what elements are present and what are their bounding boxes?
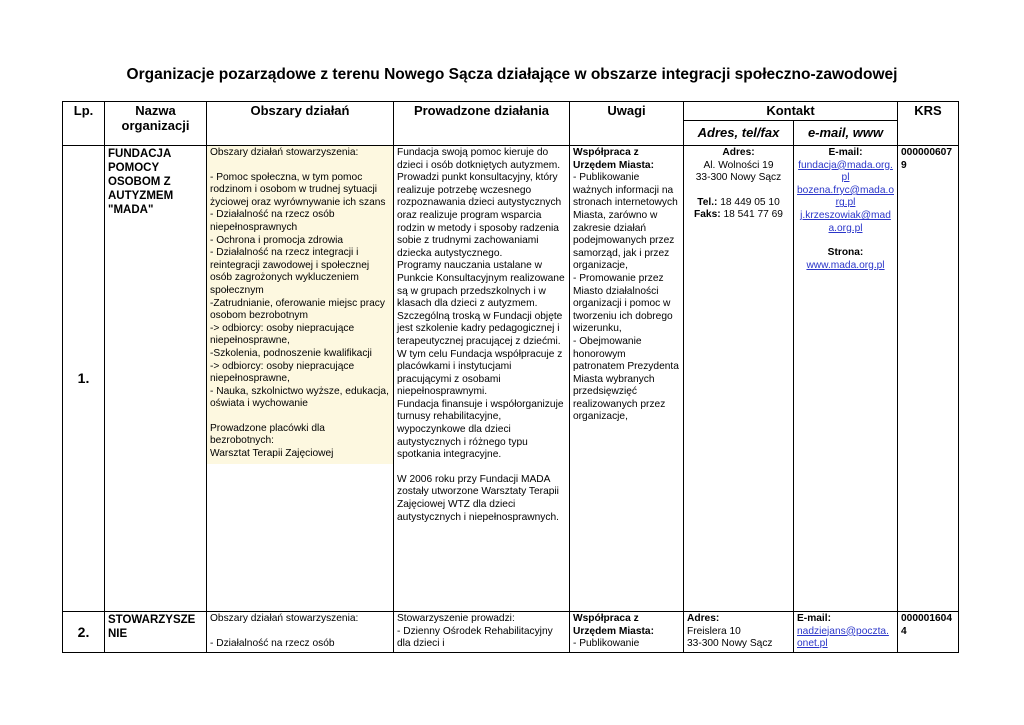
header-dzialania: Prowadzone działania — [394, 102, 570, 146]
uwagi-cell — [570, 146, 684, 612]
header-krs: KRS — [898, 102, 959, 146]
dzialania-cell — [394, 146, 570, 612]
uwagi-heading: Współpraca z Urzędem Miasta: — [573, 147, 654, 171]
adres-heading: Adres: — [722, 147, 755, 158]
header-lp: Lp. — [63, 102, 105, 146]
uwagi-heading: Współpraca z Urzędem Miasta: — [573, 613, 654, 637]
dzialania-text: Fundacja swoją pomoc kieruje do dzieci i osób dotkniętych autyzmem. Prowadzi punkt konsultacyjny, który realizuje potrzebę wczesnego rozpoznawania dzieci autystycznych oraz realizuje program wsparcia rodzin w metody i sposoby radzenia sobie z trudnymi zachowaniami dziecka autystycznego. Programy nauczania ustalane w Punkcie Konsultacyjnym realizowane są w grupach przedszkolnych i w klasach dla dzieci z autyzmem. Szczególną troską w Fundacji objęte jest szkolenie kadry pedagogicznej i terapeutycznej pracującej z dziećmi. W tym celu Fundacja współpracuje z placówkami i instytucjami pracującymi z osobami niepełnosprawnymi. Fundacja finansuje i współorganizuje turnusy rehabilitacyjne, wypoczynkowe dla dzieci autystycznych i różnego typu spotkania integracyjne. — [397, 147, 565, 461]
email-heading: E-mail: — [828, 147, 863, 158]
header-email: e-mail, www — [794, 121, 898, 146]
krs-number: 0000016044 — [898, 612, 959, 653]
header-row — [63, 102, 959, 121]
fax-value: 18 541 77 69 — [723, 209, 783, 221]
obszary-cell — [207, 146, 394, 612]
fax-label: Faks: — [694, 209, 721, 221]
website-link[interactable]: www.mada.org.pl — [806, 259, 885, 271]
email-cell — [794, 612, 898, 653]
header-uwagi: Uwagi — [570, 102, 684, 146]
tel-label: Tel.: — [697, 196, 718, 208]
row-number: 1. — [63, 146, 105, 612]
adres-cell — [684, 612, 794, 653]
header-nazwa: Nazwa organizacji — [105, 102, 207, 146]
obszary-list: - Działalność na rzecz osób — [210, 637, 335, 649]
dzialania-tail: W 2006 roku przy Fundacji MADA zostały utworzone Warsztaty Terapii Zajęciowej WTZ dla dzieci autystycznych i niepełnosprawnych. — [397, 473, 559, 523]
dzialania-text: Stowarzyszenie prowadzi: - Dzienny Ośrodek Rehabilitacyjny dla dzieci i — [394, 612, 570, 653]
header-obszary: Obszary działań — [207, 102, 394, 146]
header-kontakt: Kontakt — [684, 102, 898, 121]
adres-heading: Adres: — [687, 613, 720, 624]
adres-text: Freislera 10 33-300 Nowy Sącz — [687, 625, 773, 650]
email-link[interactable]: nadziejans@poczta.onet.pl — [797, 625, 889, 650]
row-number: 2. — [63, 612, 105, 653]
uwagi-text: - Publikowanie — [573, 638, 640, 650]
www-heading: Strona: — [827, 247, 864, 259]
tel-value: 18 449 05 10 — [720, 196, 780, 208]
email-heading: E-mail: — [797, 613, 831, 624]
adres-text: Al. Wolności 19 33-300 Nowy Sącz — [695, 159, 782, 184]
uwagi-text: - Publikowanie ważnych informacji na stronach internetowych Miasta, zarówno w zakresie działań podejmowanych przez samorząd, jak i przez organizacje, - Promowanie przez Miasto działalności organizacji i pomoc w tworzeniu ich dobrego wizerunku, - Obejmowanie honorowym patronatem Prezydenta Miasta wybranych przedsięwzięć realizowanych przez organizacje, — [573, 172, 679, 423]
email-cell — [794, 146, 898, 612]
email-link[interactable]: fundacja@mada.org.pl — [798, 159, 893, 184]
obszary-heading: Obszary działań stowarzyszenia: — [210, 613, 359, 624]
document-title: Organizacje pozarządowe z terenu Nowego Sącza działające w obszarze integracji społeczno-zawodowej — [126, 66, 898, 83]
email-link[interactable]: j.krzeszowiak@mada.org.pl — [800, 209, 891, 234]
table-row — [63, 146, 959, 612]
email-link[interactable]: bozena.fryc@mada.org.pl — [797, 184, 894, 209]
phone-line — [687, 197, 790, 210]
uwagi-cell — [570, 612, 684, 653]
table-row — [63, 612, 959, 653]
organization-name: STOWARZYSZENIE — [105, 612, 207, 653]
organizations-table — [62, 101, 959, 653]
header-adres: Adres, tel/fax — [684, 121, 794, 146]
fax-line — [687, 209, 790, 222]
organization-name: FUNDACJA POMOCY OSOBOM Z AUTYZMEM "MADA" — [105, 146, 207, 612]
obszary-placowki: Prowadzone placówki dla bezrobotnych: Warsztat Terapii Zajęciowej — [210, 422, 334, 460]
obszary-list: - Pomoc społeczna, w tym pomoc rodzinom i osobom w trudnej sytuacji życiowej oraz wyrównywanie ich szans - Działalność na rzecz osób niepełnosprawnych - Ochrona i promocja zdrowia - Działalność na rzecz integracji i reintegracji zawodowej i społecznej osób zagrożonych wykluczeniem społecznym -Zatrudnianie, oferowanie miejsc pracy osobom bezrobotnym -> odbiorcy: osoby niepracujące niepełnosprawne, -Szkolenia, podnoszenie kwalifikacji -> odbiorcy: osoby niepracujące niepełnosprawne, - Nauka, szkolnictwo wyższe, edukacja, oświata i wychowanie — [210, 171, 389, 410]
obszary-heading: Obszary działań stowarzyszenia: — [210, 147, 359, 158]
obszary-cell — [207, 612, 394, 653]
krs-number: 0000006079 — [898, 146, 959, 612]
adres-cell — [684, 146, 794, 612]
